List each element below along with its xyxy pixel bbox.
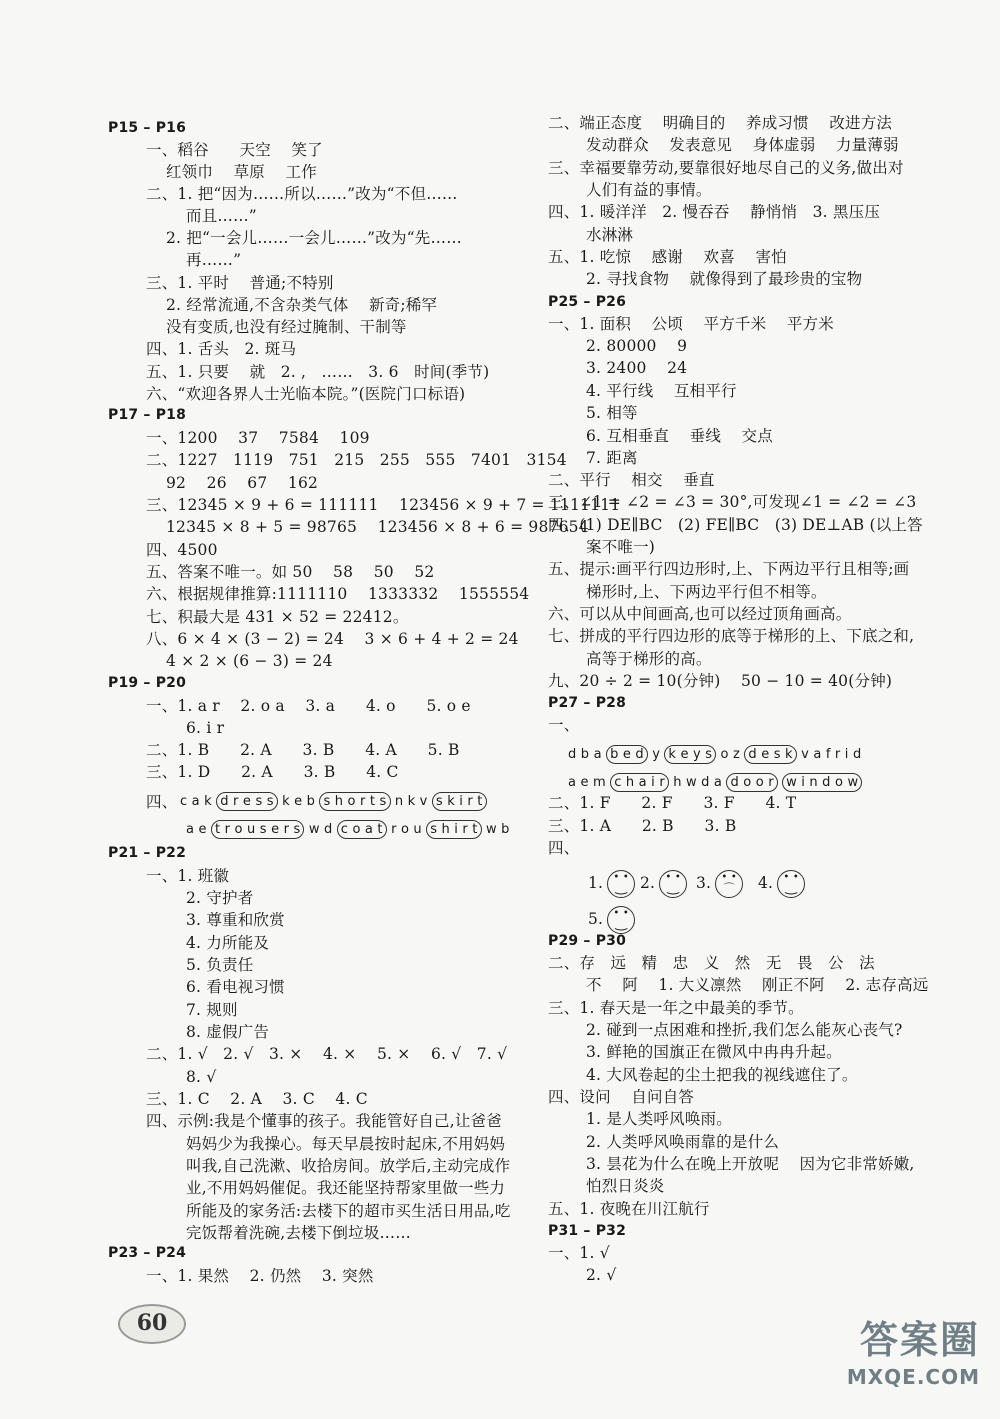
answer-line: 7. 规则 (186, 1001, 238, 1019)
section-heading: P27 – P28 (548, 695, 627, 711)
answer-line: 而且……” (186, 207, 257, 225)
letters: w b (481, 822, 510, 837)
answer-line: 8. √ (186, 1068, 217, 1086)
answer-line: 2. √ (586, 1266, 617, 1284)
letters: a e (186, 822, 212, 837)
answer-line: 五、1. 吃惊 感谢 欢喜 害怕 (548, 248, 787, 266)
word-search-row (568, 773, 862, 793)
answer-line: 二、端正态度 明确目的 养成习惯 改进方法 (548, 114, 893, 132)
answer-line: 四、1. 舌头 2. 斑马 (146, 340, 297, 358)
face-number: 5. (588, 910, 604, 928)
right-column (548, 0, 988, 1330)
answer-line: 4. 大风卷起的尘土把我的视线遮住了。 (586, 1066, 858, 1084)
answer-line: 7. 距离 (586, 449, 638, 467)
answer-line: 五、1. 夜晚在川江航行 (548, 1200, 710, 1218)
face-answer (640, 870, 697, 898)
circled-word: t r o u s e r s (211, 820, 304, 839)
face-answer (696, 870, 753, 898)
answer-line: 4. 平行线 互相平行 (586, 382, 737, 400)
face-number: 3. (696, 874, 712, 892)
letters: y (647, 747, 665, 762)
sad-face-icon (715, 870, 743, 898)
answer-line: 三、1. 平时 普通;不特别 (146, 274, 334, 292)
letters: n k v (390, 794, 432, 809)
answer-line: 2. 守护者 (186, 889, 254, 907)
letters: w d (304, 822, 337, 837)
letters: c a k (180, 794, 217, 809)
answer-line: 2. 碰到一点困难和挫折,我们怎么能灰心丧气? (586, 1021, 903, 1039)
circled-word: s h o r t s (319, 792, 390, 811)
answer-line: 四、1. 暖洋洋 2. 慢吞吞 静悄悄 3. 黑压压 (548, 203, 881, 221)
answer-line: 叫我,自己洗漱、收拾房间。放学后,主动完成作 (186, 1157, 511, 1175)
answer-line: 七、拼成的平行四边形的底等于梯形的上、下底之和, (548, 627, 915, 645)
answer-line: 二、平行 相交 垂直 (548, 471, 715, 489)
answer-line: 二、存 远 精 忠 义 然 无 畏 公 法 (548, 954, 875, 972)
face-number: 1. (588, 874, 604, 892)
answer-line: 4. 力所能及 (186, 934, 270, 952)
answer-line: 一、1. 果然 2. 仍然 3. 突然 (146, 1267, 374, 1285)
answer-line: 二、1. √ 2. √ 3. × 4. × 5. × 6. √ 7. √ (146, 1045, 508, 1063)
answer-line: 四、4500 (146, 541, 218, 559)
word-search-row (568, 745, 861, 765)
answer-line: 2. 寻找食物 就像得到了最珍贵的宝物 (586, 270, 863, 288)
answer-line: 业,不用妈妈催促。我还能坚持帮家里做一些力 (186, 1179, 506, 1197)
smiley-face-icon (607, 870, 635, 898)
letters: v a f r i d (796, 747, 862, 762)
answer-line: 所能及的家务活:去楼下的超市买生活日用品,吃 (186, 1202, 511, 1220)
circled-word: c h a i r (610, 773, 669, 792)
section-heading: P15 – P16 (108, 120, 187, 136)
answer-line: 三、1. 春天是一年之中最美的季节。 (548, 999, 804, 1017)
answer-line: 2. 人类呼风唤雨靠的是什么 (586, 1133, 780, 1151)
answer-line: 8. 虚假广告 (186, 1023, 270, 1041)
answer-line: 二、1. B 2. A 3. B 4. A 5. B (146, 741, 460, 759)
letters: d b a (568, 747, 607, 762)
answer-line: 案不唯一) (586, 538, 656, 556)
answer-line: 红领巾 草原 工作 (166, 163, 317, 181)
answer-line: 6. i r (186, 719, 225, 737)
circled-word: d o o r (726, 773, 777, 792)
circled-word: w i n d o w (782, 773, 862, 792)
answer-line: 五、1. 只要 就 2. , …… 3. 6 时间(季节) (146, 363, 490, 381)
answer-line: 3. 2400 24 (586, 359, 688, 377)
answer-line: 没有变质,也没有经过腌制、干制等 (166, 318, 407, 336)
answer-line: 2. 把“一会儿……一会儿……”改为“先…… (166, 229, 462, 247)
answer-line: 三、1. A 2. B 3. B (548, 817, 737, 835)
answer-line: 三、1. C 2. A 3. C 4. C (146, 1090, 368, 1108)
answer-line: 一、1200 37 7584 109 (146, 429, 370, 447)
answer-line: 3. 尊重和欣赏 (186, 911, 285, 929)
answer-line: 二、1. F 2. F 3. F 4. T (548, 794, 797, 812)
watermark-site-text: MXQE.COM (846, 1365, 980, 1389)
answer-line: 1. 是人类呼风唤雨。 (586, 1110, 732, 1128)
answer-line: 二、1227 1119 751 215 255 555 7401 3154 (146, 451, 567, 469)
answer-line: 四、设问 自问自答 (548, 1088, 695, 1106)
answer-line: 一、1. √ (548, 1244, 610, 1262)
answer-line: 三、12345 × 9 + 6 = 111111 123456 × 9 + 7 = 1111111 (146, 496, 621, 514)
answer-line: 妈妈少为我操心。每天早晨按时起床,不用妈妈 (186, 1135, 506, 1153)
answer-line: 不 阿 1. 大义凛然 刚正不阿 2. 志存高远 (586, 976, 929, 994)
answer-line: 2. 经常流通,不含杂类气体 新奇;稀罕 (166, 296, 438, 314)
letters: k e b (277, 794, 320, 809)
answer-line: 3. 昙花为什么在晚上开放呢 因为它非常娇嫩, (586, 1155, 915, 1173)
smiley-face-icon (607, 906, 635, 934)
section-heading: P31 – P32 (548, 1223, 627, 1239)
circled-word: c o a t (337, 820, 387, 839)
circled-word: b e d (606, 745, 648, 764)
letters: h w d a (668, 775, 727, 790)
answer-line: 一、 (548, 716, 580, 734)
circled-word: d r e s s (216, 792, 277, 811)
answer-line: 一、稻谷 天空 笑了 (146, 141, 323, 159)
answer-line: 3. 鲜艳的国旗正在微风中冉冉升起。 (586, 1043, 842, 1061)
answer-line: 再……” (186, 251, 242, 269)
face-answer (588, 906, 645, 934)
word-search-label: 四、 (146, 793, 178, 811)
letters: r o u (386, 822, 427, 837)
letters: o z (716, 747, 745, 762)
page-number: 60 (118, 1304, 186, 1344)
answer-line: 6. 看电视习惯 (186, 978, 285, 996)
answer-line: 高等于梯形的高。 (586, 650, 712, 668)
answer-line: 水淋淋 (586, 226, 634, 244)
section-heading: P21 – P22 (108, 845, 187, 861)
answer-line: 5. 相等 (586, 404, 638, 422)
section-heading: P29 – P30 (548, 933, 627, 949)
answer-line: 五、答案不唯一。如 50 58 50 52 (146, 563, 435, 581)
circled-word: k e y s (664, 745, 716, 764)
answer-line: 一、1. a r 2. o a 3. a 4. o 5. o e (146, 697, 471, 715)
answer-line: 四、示例:我是个懂事的孩子。我能管好自己,让爸爸 (146, 1112, 502, 1130)
section-heading: P17 – P18 (108, 407, 187, 423)
section-heading: P19 – P20 (108, 675, 187, 691)
answer-line: 四、(1) DE∥BC (2) FE∥BC (3) DE⊥AB (以上答 (548, 516, 923, 534)
face-answer (588, 870, 645, 898)
circled-word: d e s k (744, 745, 796, 764)
answer-line: 六、“欢迎各界人士光临本院。”(医院门口标语) (146, 385, 466, 403)
answer-line: 七、积最大是 431 × 52 = 22412。 (146, 608, 409, 626)
word-search-row (186, 820, 510, 840)
answer-line: 怕烈日炎炎 (586, 1177, 665, 1195)
answer-line: 九、20 ÷ 2 = 10(分钟) 50 − 10 = 40(分钟) (548, 672, 893, 690)
answer-line: 发动群众 发表意见 身体虚弱 力量薄弱 (586, 136, 899, 154)
answer-line: 五、提示:画平行四边形时,上、下两边平行且相等;画 (548, 560, 910, 578)
section-heading: P25 – P26 (548, 294, 627, 310)
answer-line: 四、 (548, 839, 580, 857)
answer-line: 12345 × 8 + 5 = 98765 123456 × 8 + 6 = 987654 (166, 518, 589, 536)
word-search-row (180, 792, 487, 812)
answer-line: 三、∠1 = ∠2 = ∠3 = 30°,可发现∠1 = ∠2 = ∠3 (548, 493, 917, 511)
smiley-face-icon (659, 870, 687, 898)
answer-line: 5. 负责任 (186, 956, 254, 974)
answer-line: 6. 互相垂直 垂线 交点 (586, 427, 773, 445)
face-number: 4. (758, 874, 774, 892)
circled-word: s h i r t (426, 820, 481, 839)
answer-line: 三、幸福要靠劳动,要靠很好地尽自己的义务,做出对 (548, 159, 904, 177)
answer-line: 六、可以从中间画高,也可以经过顶角画高。 (548, 605, 852, 623)
circled-word: s k i r t (432, 792, 487, 811)
answer-line: 2. 80000 9 (586, 337, 688, 355)
answer-line: 一、1. 班徽 (146, 867, 230, 885)
answer-line: 三、1. D 2. A 3. B 4. C (146, 763, 399, 781)
smiley-face-icon (777, 870, 805, 898)
answer-line: 完饭帮着洗碗,去楼下倒垃圾…… (186, 1224, 411, 1242)
answer-line: 92 26 67 162 (166, 474, 319, 492)
answer-line: 二、1. 把“因为……所以……”改为“不但…… (146, 185, 458, 203)
answer-line: 梯形时,上、下两边平行但不相等。 (586, 583, 827, 601)
answer-line: 八、6 × 4 × (3 − 2) = 24 3 × 6 + 4 + 2 = 24 (146, 630, 519, 648)
letters: a e m (568, 775, 611, 790)
face-answer (758, 870, 815, 898)
answer-line: 一、1. 面积 公顷 平方千米 平方米 (548, 315, 834, 333)
answer-line: 人们有益的事情。 (586, 181, 712, 199)
section-heading: P23 – P24 (108, 1245, 187, 1261)
watermark-logo-text: 答案圈 (859, 1318, 980, 1362)
answer-line: 六、根据规律推算:1111110 1333332 1555554 (146, 585, 530, 603)
face-number: 2. (640, 874, 656, 892)
answer-line: 4 × 2 × (6 − 3) = 24 (166, 652, 333, 670)
watermark (830, 1315, 980, 1407)
